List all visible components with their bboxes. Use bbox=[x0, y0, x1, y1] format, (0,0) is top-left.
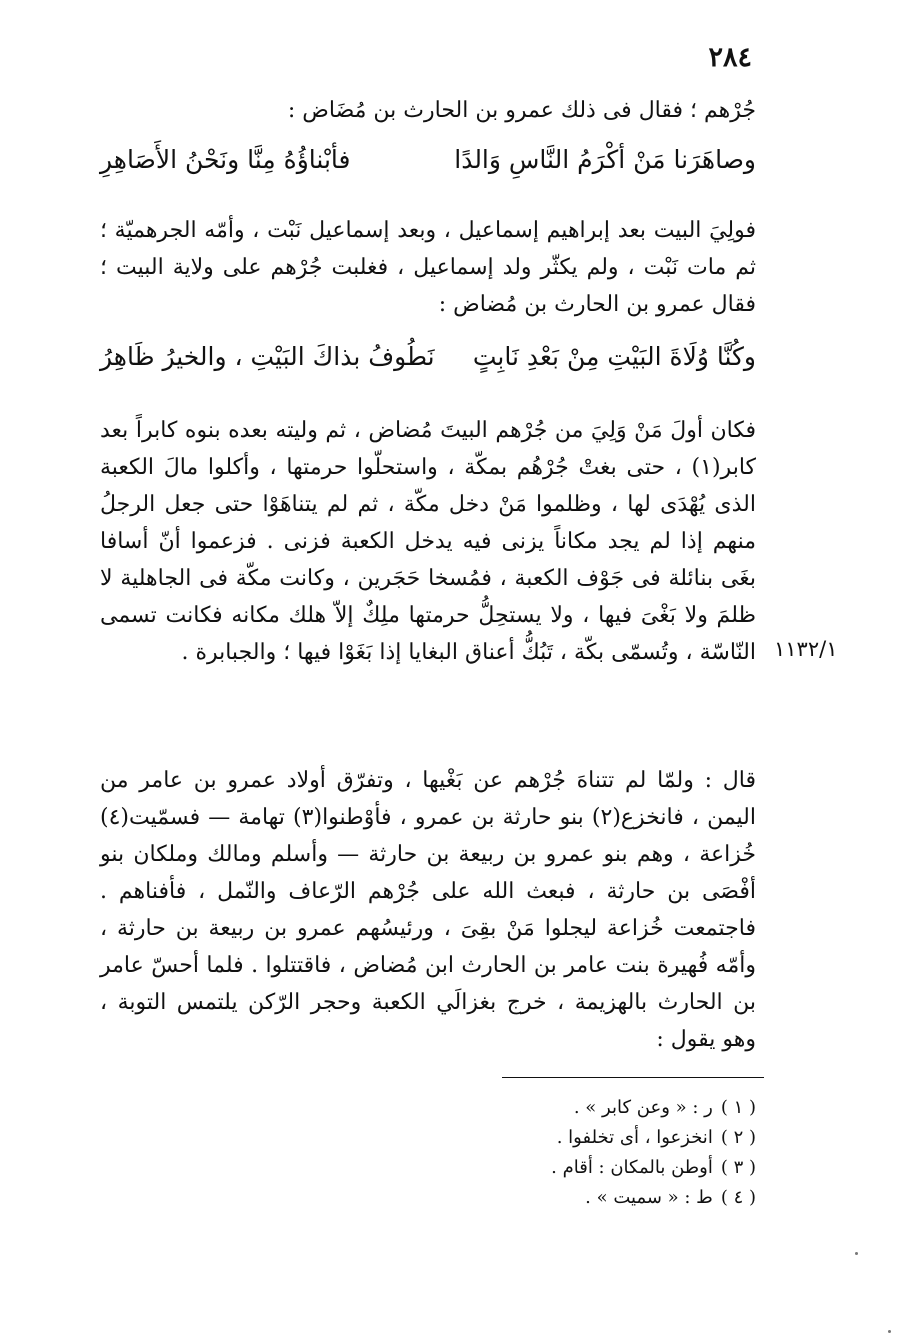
footnote-4 bbox=[400, 1183, 756, 1213]
footnote-text: ط : « سميت » . bbox=[585, 1187, 713, 1208]
paragraph-2: فكان أولَ مَنْ وَلِيَ من جُرْهم البيتَ مُضاض ، ثم وليته بعده بنوه كابراً بعد كابر(١) ، حتى بغتْ جُرْهُم بمكّة ، واستحلّوا حرمتها ، وأكلوا مالَ الكعبة الذى يُهْدَى لها ، وظلموا مَنْ دخل مكّة ، ثم لم يتناهَوْا حتى جعل الرجلُ منهم إذا لم يجد مكاناً يزنى فيه يدخل الكعبة فزنى . فزعموا أنّ أسافا بغَى بنائلة فى جَوْف الكعبة ، فمُسخا حَجَرين ، وكانت مكّة فى الجاهلية لا ظلمَ ولا بَغْىَ فيها ، ولا يستحِلُّ حرمتها ملِكٌ إلاّ هلك مكانه فكانت تسمى النّاسّة ، وتُسمّى بكّة ، تَبُكُّ أعناق البغايا إذا بَغَوْا فيها ؛ والجبابرة . bbox=[100, 418, 756, 665]
footnote-2 bbox=[400, 1123, 756, 1153]
verse-1 bbox=[100, 140, 756, 180]
footnote-text: ر : « وعن كابر » . bbox=[573, 1097, 713, 1118]
verse-1-second-hemistich: فأبْناؤُهُ مِنَّا ونَحْنُ الأَصَاهِرِ bbox=[100, 145, 351, 174]
footnote-number: ( ٢ ) bbox=[720, 1127, 756, 1148]
page-number: ٢٨٤ bbox=[708, 42, 752, 73]
footnote-separator bbox=[502, 1077, 764, 1078]
footnote-text: أوطن بالمكان : أقام . bbox=[551, 1157, 713, 1178]
intro-line: جُرْهم ؛ فقال فى ذلك عمرو بن الحارث بن مُضَاض : bbox=[287, 98, 756, 123]
verse-1-first-hemistich: وصاهَرَنا مَنْ أكْرَمُ النَّاسِ وَالدًا bbox=[454, 145, 756, 174]
verse-2 bbox=[100, 337, 756, 377]
footnote-number: ( ٣ ) bbox=[720, 1157, 756, 1178]
footnote-number: ( ٤ ) bbox=[720, 1187, 756, 1208]
verse-2-first-hemistich: وكُنَّا وُلَاةَ البَيْتِ مِنْ بَعْدِ نَابِتٍ bbox=[472, 342, 756, 371]
paper-speck bbox=[888, 1330, 891, 1333]
paragraph-1: فولِيَ البيت بعد إبراهيم إسماعيل ، وبعد إسماعيل نَبْت ، وأمّه الجرهميّة ؛ ثم مات نَبْت ، ولم يكثّر ولد إسماعيل ، فغلبت جُرْهم على ولاية البيت ؛ فقال عمرو بن الحارث بن مُضاض : bbox=[100, 218, 756, 317]
footnote-3 bbox=[400, 1153, 756, 1183]
margin-reference: ١١٣٢/١ bbox=[774, 637, 838, 661]
verse-2-second-hemistich: نَطُوفُ بذاكَ البَيْتِ ، والخيرُ ظَاهِرُ bbox=[100, 342, 435, 371]
paper-speck bbox=[855, 1252, 858, 1255]
footnote-text: انخزعوا ، أى تخلفوا . bbox=[556, 1127, 713, 1148]
footnote-number: ( ١ ) bbox=[720, 1097, 756, 1118]
paragraph-3: قال : ولمّا لم تتناهَ جُرْهم عن بَغْيها ، وتفرّق أولاد عمرو بن عامر من اليمن ، فانخزع(٢) بنو حارثة بن عمرو ، فأوْطنوا(٣) تهامة — فسمّيت(٤) خُزاعة ، وهم بنو عمرو بن ربيعة بن حارثة — وأسلم ومالك وملكان بنو أفْصَى بن حارثة ، فبعث الله على جُرْهم الرّعاف والنّمل ، فأفناهم . فاجتمعت خُزاعة ليجلوا مَنْ بقِىَ ، ورئيسُهم عمرو بن ربيعة بن حارثة ، وأمّه فُهيرة بنت عامر بن الحارث ابن مُضاض ، فاقتتلوا . فلما أحسّ عامر بن الحارث بالهزيمة ، خرج بغزالَي الكعبة وحجر الرّكن يلتمس التوبة ، وهو يقول : bbox=[100, 768, 756, 1052]
footnotes bbox=[400, 1093, 756, 1213]
footnote-1 bbox=[400, 1093, 756, 1123]
